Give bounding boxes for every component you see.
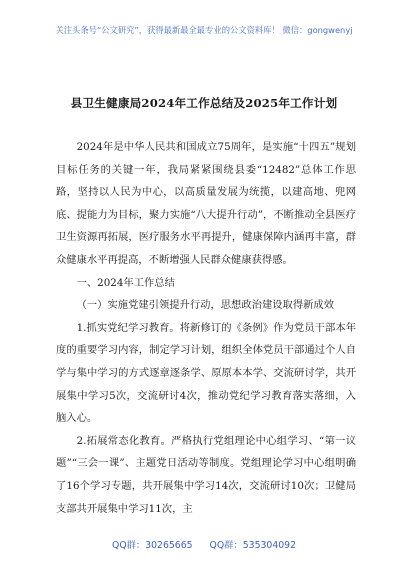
document-title: 县卫生健康局2024年工作总结及2025年工作计划 bbox=[70, 96, 338, 110]
intro-paragraph: 2024年是中华人民共和国成立75周年，是实施“十四五”规划目标任务的关键一年，我局紧紧围绕县委“12482”总体工作思路，坚持以人民为中心，以高质量发展为统揽，以建高地、兜网底、提能力为目标，聚力实施“八大提升行动”，不断推动全县医疗卫生资源再拓展，医疗服务水平再提升，健康保障内涵再丰富，群众健康水平再提高，不断增强人民群众健康获得感。 bbox=[56, 141, 356, 266]
qq-group-2: QQ群：535304092 bbox=[209, 540, 296, 551]
body-paragraph: 1.抓实党纪学习教育。将新修订的《条例》作为党员干部本年度的重要学习内容，制定学习计划，组织全体党员干部通过个人自学与集中学习的方式逐章逐条学、原原本本学、交流研讨学，共开展集中学习5次，交流研讨4次，推动党纪学习教育落实落细，入脑入心。 bbox=[56, 321, 356, 425]
subsection-heading: （一）实施党建引领提升行动，思想政治建设取得新成效 bbox=[76, 299, 335, 312]
qq-group-1: QQ群：30265665 bbox=[112, 540, 193, 551]
body-paragraph: 2.拓展常态化教育。严格执行党组理论中心组学习、“第一议题”“三会一课”、主题党日活动等制度。党组理论学习中心组明确了16个学习专题，共开展集中学习14次，交流研讨10次；卫健局支部共开展集中学习11次，主 bbox=[56, 434, 356, 515]
promo-header: 关注头条号“公文研究”，获得最新最全最专业的公文资料库！ 微信：gongwenyj bbox=[55, 25, 353, 35]
section-heading: 一、2024年工作总结 bbox=[76, 276, 175, 289]
document-body bbox=[56, 136, 356, 520]
footer-contact bbox=[0, 537, 408, 551]
